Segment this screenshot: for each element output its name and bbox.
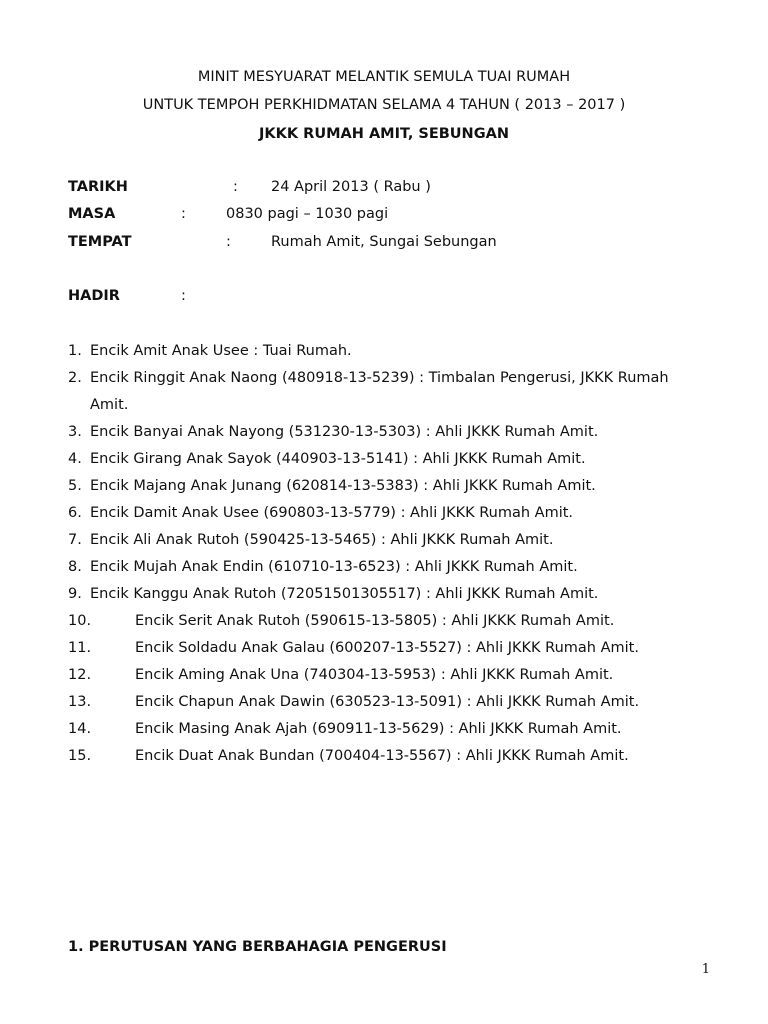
list-item: 2. Encik Ringgit Anak Naong (480918-13-5239) : Timbalan Pengerusi, JKKK Rumah	[68, 370, 669, 386]
title-line-3: JKKK RUMAH AMIT, SEBUNGAN	[259, 126, 509, 142]
tarikh-label: TARIKH	[68, 179, 128, 195]
page-number: 1	[701, 962, 710, 977]
tarikh-colon: :	[233, 179, 238, 195]
list-item: 9. Encik Kanggu Anak Rutoh (72051501305517) : Ahli JKKK Rumah Amit.	[68, 586, 599, 602]
tempat-colon: :	[226, 234, 231, 250]
list-item: 4. Encik Girang Anak Sayok (440903-13-5141) : Ahli JKKK Rumah Amit.	[68, 451, 586, 467]
list-item: 5. Encik Majang Anak Junang (620814-13-5383) : Ahli JKKK Rumah Amit.	[68, 478, 596, 494]
list-item: 12. Encik Aming Anak Una (740304-13-5953) : Ahli JKKK Rumah Amit.	[68, 667, 614, 683]
section-heading: 1. PERUTUSAN YANG BERBAHAGIA PENGERUSI	[68, 939, 447, 955]
masa-label: MASA	[68, 206, 116, 222]
list-item: 15. Encik Duat Anak Bundan (700404-13-5567) : Ahli JKKK Rumah Amit.	[68, 748, 629, 764]
list-item: 11. Encik Soldadu Anak Galau (600207-13-5527) : Ahli JKKK Rumah Amit.	[68, 640, 639, 656]
list-item: 10. Encik Serit Anak Rutoh (590615-13-5805) : Ahli JKKK Rumah Amit.	[68, 613, 615, 629]
hadir-colon: :	[181, 288, 186, 304]
title-line-1: MINIT MESYUARAT MELANTIK SEMULA TUAI RUMAH	[197, 69, 571, 85]
masa-value: 0830 pagi – 1030 pagi	[226, 206, 389, 222]
title-line-2: UNTUK TEMPOH PERKHIDMATAN SELAMA 4 TAHUN ( 2013 – 2017 )	[142, 97, 626, 113]
hadir-label: HADIR	[68, 288, 120, 304]
masa-colon: :	[181, 206, 186, 222]
list-item: 6. Encik Damit Anak Usee (690803-13-5779) : Ahli JKKK Rumah Amit.	[68, 505, 574, 521]
list-item: 13. Encik Chapun Anak Dawin (630523-13-5091) : Ahli JKKK Rumah Amit.	[68, 694, 640, 710]
list-item: 8. Encik Mujah Anak Endin (610710-13-6523) : Ahli JKKK Rumah Amit.	[68, 559, 578, 575]
list-item: 7. Encik Ali Anak Rutoh (590425-13-5465) : Ahli JKKK Rumah Amit.	[68, 532, 554, 548]
list-item: 14. Encik Masing Anak Ajah (690911-13-5629) : Ahli JKKK Rumah Amit.	[68, 721, 622, 737]
tempat-value: Rumah Amit, Sungai Sebungan	[271, 234, 497, 250]
tempat-label: TEMPAT	[68, 234, 132, 250]
list-item-continuation: Amit.	[90, 397, 129, 413]
tarikh-value: 24 April 2013 ( Rabu )	[271, 179, 431, 195]
list-item: 3. Encik Banyai Anak Nayong (531230-13-5303) : Ahli JKKK Rumah Amit.	[68, 424, 599, 440]
list-item: 1. Encik Amit Anak Usee : Tuai Rumah.	[68, 343, 352, 359]
